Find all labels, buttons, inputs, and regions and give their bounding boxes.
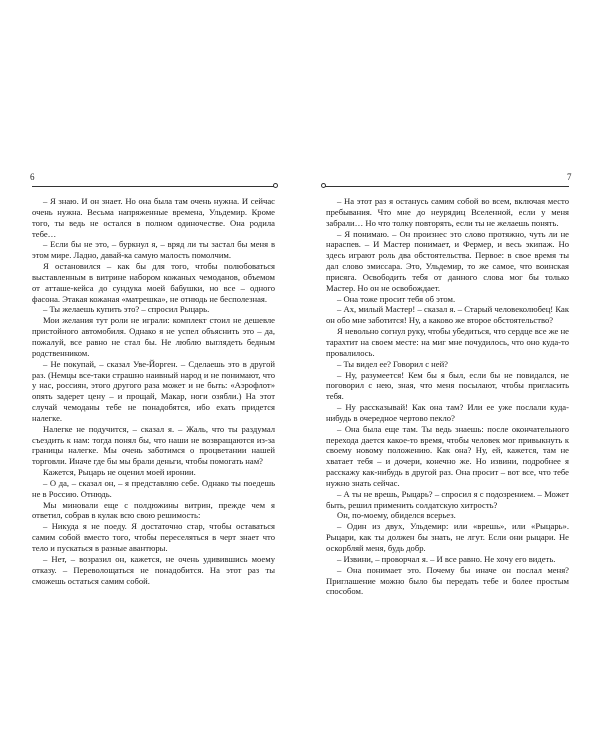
paragraph: – Ну, разумеется! Кем бы я был, если бы не повидался, не поговорил с нею, зная, что меня посылают, чтобы пригласить тебя. [326, 369, 569, 402]
paragraph: – На этот раз я останусь самим собой во всем, включая место пребывания. Что мне до неурядиц Вселенной, если у меня забрали… Но что толку повторять, если ты не желаешь понять. [326, 196, 569, 228]
paragraph: – Я понимаю. – Он произнес это слово протяжно, чуть ли не нараспев. – И Мастер понимает, и Фермер, и весь экипаж. Но здесь играют роль два обстоятельства. Первое: в свое время ты дал слово эмиссара. Это, Ульдемир, то же самое, что воинская присяга. Освободить тебя от данного слова мог бы только Мастер. Но он не освобождает. [326, 228, 569, 293]
paragraph: – Она была еще там. Ты ведь знаешь: после окончательного перехода дается какое-то время, чтобы человек мог привыкнуть к своему новому положению. Как она? Ну, ей, кажется, там не хватает тебя – и дочери, конечно же. Но извини, подробнее я расскажу как-нибудь в другой раз. Она просит – вот все, что тебе нужно знать сейчас. [326, 423, 569, 488]
header-rule [324, 186, 569, 187]
paragraph: Я остановился – как бы для того, чтобы полюбоваться выставленным в витрине набором кожаных чемоданов, объемом от атташе-кейса до сундука моей бабушки, но все – одного фасона. Этакая кожаная «матрешка», не отнюдь не бесполезная. [32, 261, 275, 304]
paragraph: – Ах, милый Мастер! – сказал я. – Старый человеколюбец! Как он обо мне заботится! Ну, а каково же второе обстоятельство? [326, 304, 569, 326]
paragraph: – Она тоже просит тебя об этом. [337, 293, 456, 304]
header-rule [32, 186, 275, 187]
paragraph: – Не покупай, – сказал Уве-Йорген. – Сделаешь это в другой раз. (Немцы все-таки страшно наивный народ и не понимают, что у нас, россиян, этого другого раза может и не быть: «Аэрофлот» опять задерет цену – и прощай, Макар, ноги озябли.) На этот случай чемоданы тебе не понадобятся, ибо ехать придется налегке. [32, 358, 275, 423]
paragraph: – Извини, – проворчал я. – И все равно. Не хочу его видеть. [337, 553, 556, 564]
paragraph: – А ты не врешь, Рыцарь? – спросил я с подозрением. – Может быть, решил применить солдатскую хитрость? [326, 488, 569, 510]
paragraph: Он, по-моему, обиделся всерьез. [337, 510, 456, 521]
header-ornament-dot [321, 183, 326, 188]
paragraph: – Если бы не это, – буркнул я, – вряд ли ты застал бы меня в этом мире. Ладно, давай-ка самую малость помолчим. [32, 239, 275, 261]
page-number: 6 [30, 172, 35, 182]
paragraph: – О да, – сказал он, – я представляю себе. Однако ты поедешь не в Россию. Отнюдь. [32, 477, 275, 499]
paragraph: Кажется, Рыцарь не оценил моей иронии. [43, 467, 196, 478]
page-text [32, 196, 275, 586]
paragraph: Мы миновали еще с полдюжины витрин, прежде чем я ответил, собрав в кулак всю свою решимость: [32, 499, 275, 521]
paragraph: – Один из двух, Ульдемир: или «врешь», или «Рыцарь». Рыцари, как ты должен бы знать, не лгут. Если они рыцари. Не оскорбляй меня, будь добр. [326, 521, 569, 553]
paragraph: Налегке не подучится, – сказал я. – Жаль, что ты раздумал съездить к нам: тогда понял бы, что наши не возвращаются из-за границы налегке. Мы очень заботимся о процветании нашей торговли. Иначе где бы мы брали деньги, чтобы помогать нам? [32, 423, 275, 467]
paragraph: – Никуда я не поеду. Я достаточно стар, чтобы оставаться самим собой вместо того, чтобы переселяться в черт знает что тело и пускаться в разные авантюры. [32, 521, 275, 553]
page-number: 7 [567, 172, 572, 182]
paragraph: – Она понимает это. Почему бы иначе он послал меня? Приглашение можно было бы передать тебе и более простым способом. [326, 564, 569, 597]
paragraph: Мои желания тут роли не играли: комплект стоил не дешевле пристойного автомобиля. Однако я не успел объяснить это – да, пожалуй, все равно не стал бы. Не люблю выглядеть бедным родственником. [32, 315, 275, 358]
paragraph: – Ну рассказывай! Как она там? Или ее уже послали куда-нибудь в очередное чертово пекло? [326, 402, 569, 423]
paragraph: Я невольно согнул руку, чтобы убедиться, что сердце все же не тарахтит на своем месте: на миг мне почудилось, что оно куда-то провалилось. [326, 326, 569, 358]
paragraph: – Я знаю. И он знает. Но она была там очень нужна. И сейчас очень нужна. Весьма напряженные времена, Ульдемир. Кроме того, ты ведь не остался в полном одиночестве. Она родила тебе… [32, 196, 275, 239]
header-ornament-dot [273, 183, 278, 188]
paragraph: – Ты видел ее? Говорил с ней? [337, 358, 448, 369]
paragraph: – Ты желаешь купить это? – спросил Рыцарь. [43, 304, 210, 315]
paragraph: – Нет, – возразил он, кажется, не очень удивившись моему отказу. – Переволощаться не понадобится. На этот раз ты сможешь остаться самим собой. [32, 553, 275, 586]
right-page [300, 0, 600, 750]
page-text [326, 196, 569, 597]
